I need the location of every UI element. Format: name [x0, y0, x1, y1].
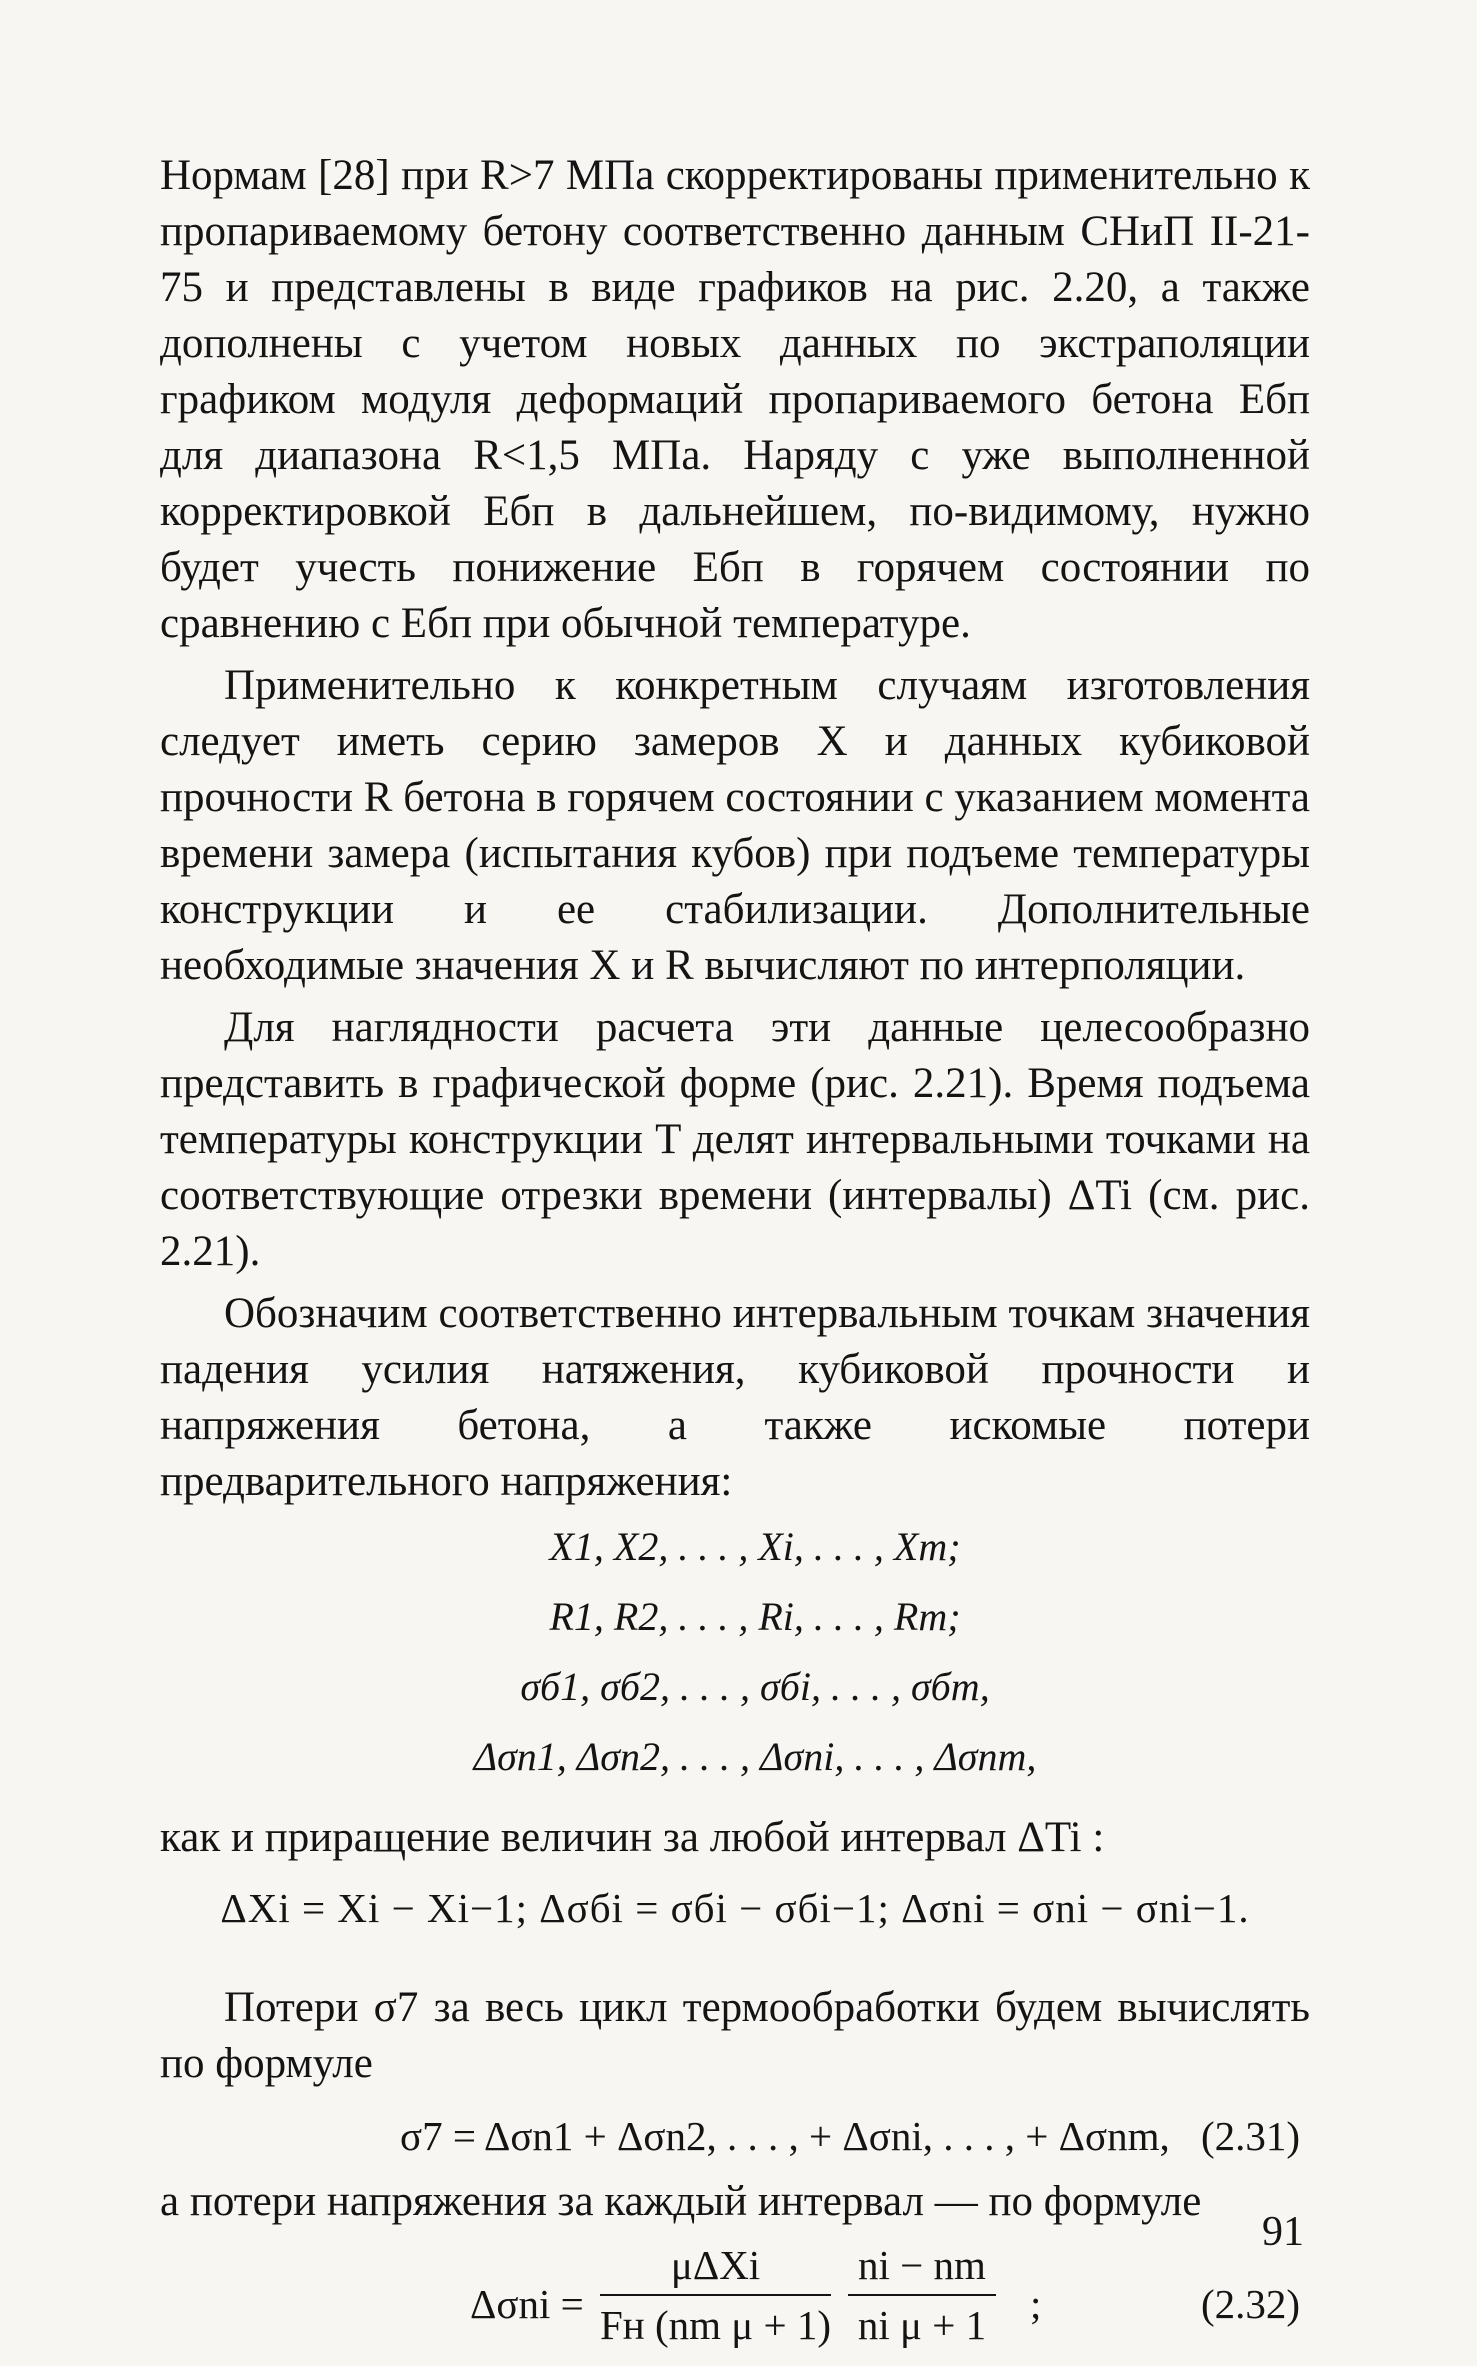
fraction-1-denominator: Fн (nm μ + 1) — [600, 2302, 832, 2348]
equation-2-31 — [160, 2104, 1310, 2168]
equation-2-32-tail: ; — [1030, 2281, 1042, 2327]
sequence-delta-sigma-n: Δσn1, Δσn2, . . . , Δσni, . . . , Δσnm, — [473, 1734, 1037, 1779]
fraction-2-denominator: ni μ + 1 — [857, 2302, 987, 2348]
equation-2-32-number: (2.32) — [1200, 2281, 1300, 2327]
paragraph-7: а потери напряжения за каждый интервал — по формуле — [160, 2178, 1202, 2225]
fraction-2-numerator: ni − nm — [848, 2236, 996, 2296]
increment-formula: ΔXi = Xi − Xi−1; Δσбi = σбi − σбi−1; Δσni = σni − σni−1. — [220, 1885, 1250, 1931]
equation-2-32 — [160, 2236, 1310, 2366]
text-body — [160, 148, 1310, 2366]
sequence-x: X1, X2, . . . , Xi, . . . , Xm; — [549, 1524, 961, 1569]
paragraph-4: Обозначим соответственно интервальным точкам значения падения усилия натяжения, кубиковой прочности и напряжения бетона, а также искомые потери предварительного напряжения: — [160, 1290, 1310, 1505]
paragraph-2: Применительно к конкретным случаям изготовления следует иметь серию замеров X и данных кубиковой прочности R бетона в горячем состоянии с указанием момента времени замера (испытания кубов) при подъеме температуры конструкции и ее стабилизации. Дополнительные необходимые значения X и R вычисляют по интерполяции. — [160, 662, 1310, 989]
paragraph-5: как и приращение величин за любой интервал ΔTi : — [160, 1814, 1105, 1861]
page-number: 91 — [1262, 2209, 1304, 2255]
equation-2-31-formula: σ7 = Δσn1 + Δσn2, . . . , + Δσni, . . . , + Δσnm, — [400, 2113, 1170, 2159]
sequence-sigma-b: σб1, σб2, . . . , σбi, . . . , σбm, — [520, 1664, 990, 1709]
paragraph-3: Для наглядности расчета эти данные целесообразно представить в графической форме (рис. 2.21). Время подъема температуры конструкции T делят интервальными точками на соответствующие отрезки времени (интервалы) ΔTi (см. рис. 2.21). — [160, 1004, 1310, 1275]
equation-2-31-number: (2.31) — [1200, 2113, 1300, 2159]
sequence-block — [160, 1512, 1310, 1792]
equation-2-32-fraction-2 — [848, 2236, 996, 2354]
paragraph-1: Нормам [28] при R>7 МПа скорректированы применительно к пропариваемому бетону соответственно данным СНиП II-21-75 и представлены в виде графиков на рис. 2.20, а также дополнены с учетом новых данных по экстраполяции графиком модуля деформаций пропариваемого бетона Eбп для диапазона R<1,5 МПа. Наряду с уже выполненной корректировкой Eбп в дальнейшем, по-видимому, нужно будет учесть понижение Eбп в горячем состоянии по сравнению с Eбп при обычной температуре. — [160, 152, 1310, 647]
sequence-r: R1, R2, . . . , Ri, . . . , Rm; — [549, 1594, 961, 1639]
equation-2-32-fraction-1 — [600, 2236, 831, 2354]
paragraph-6: Потери σ7 за весь цикл термообработки будем вычислять по формуле — [160, 1984, 1310, 2087]
equation-2-32-lhs: Δσni = — [470, 2281, 584, 2327]
fraction-1-numerator: μΔXi — [600, 2236, 831, 2296]
